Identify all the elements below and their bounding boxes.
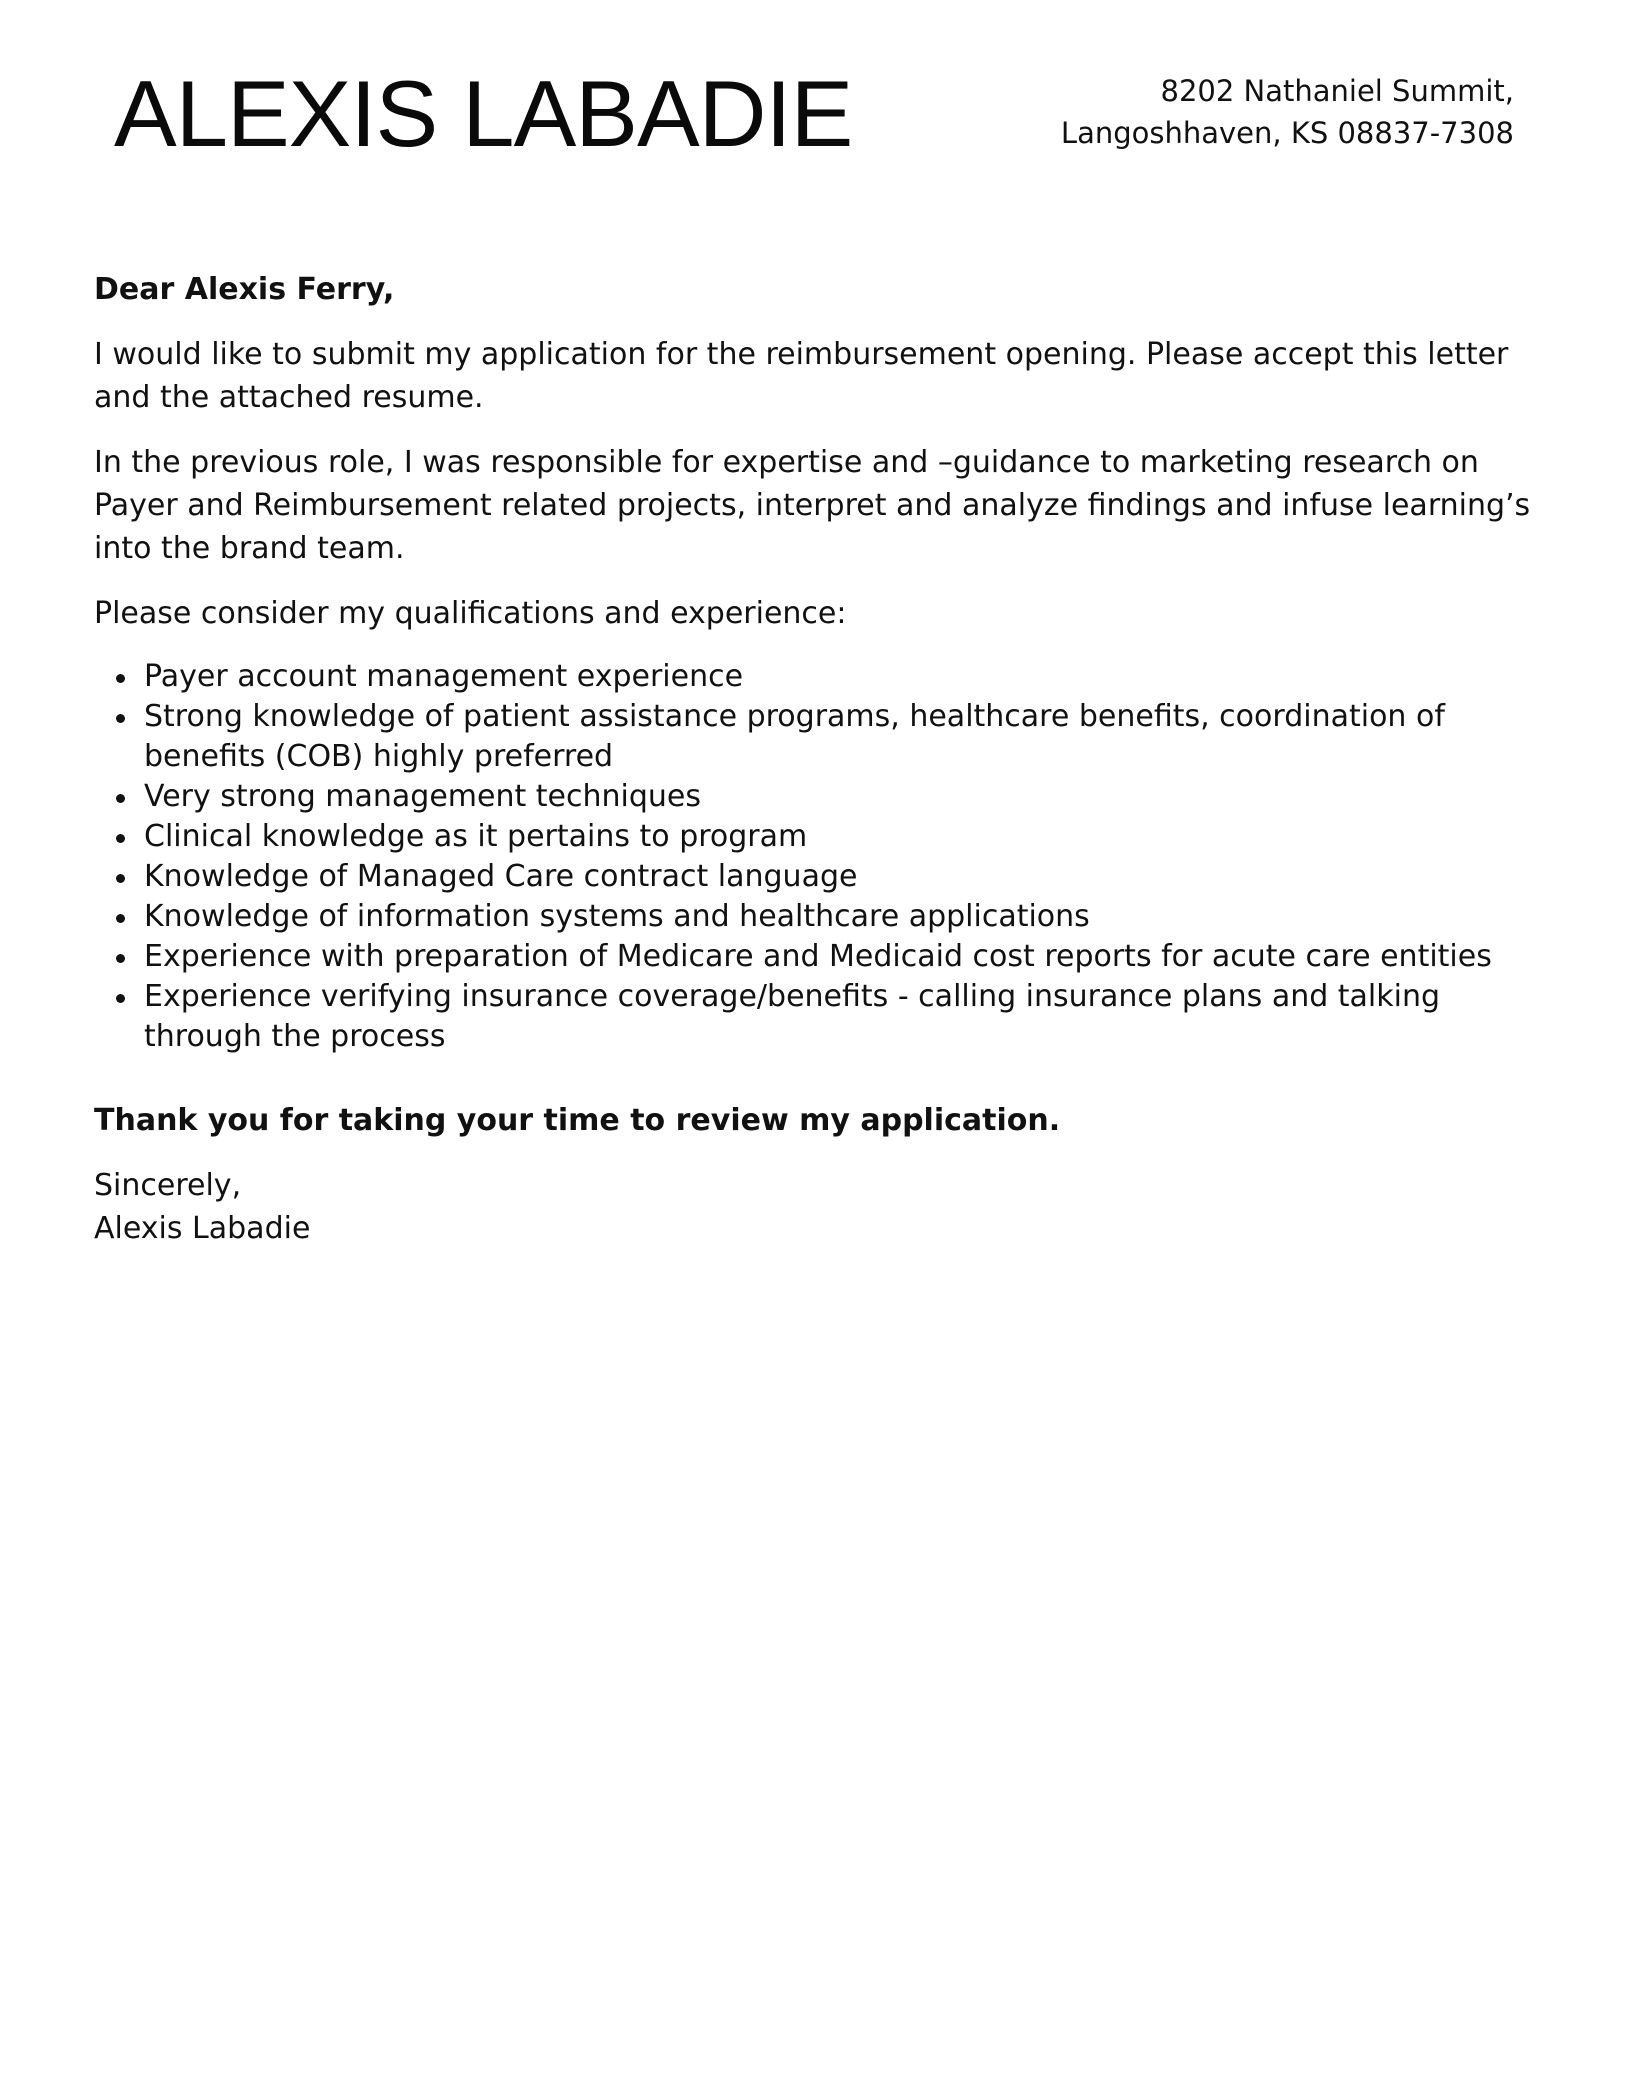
list-item: Experience with preparation of Medicare and Medicaid cost reports for acute care entities	[94, 937, 1538, 977]
signature: Alexis Labadie	[94, 1211, 311, 1246]
list-item: Strong knowledge of patient assistance programs, healthcare benefits, coordination of benefits (COB) highly preferred	[94, 697, 1538, 777]
qualifications-list	[94, 657, 1538, 1057]
thank-you-line: Thank you for taking your time to review my application.	[94, 1103, 1061, 1138]
intro-paragraph: I would like to submit my application for the reimbursement opening. Please accept this letter and the attached resume.	[94, 337, 1509, 415]
applicant-address	[1061, 70, 1514, 154]
list-item: Knowledge of information systems and healthcare applications	[94, 897, 1538, 937]
letter-body	[94, 268, 1538, 1250]
list-item: Knowledge of Managed Care contract language	[94, 857, 1538, 897]
address-line-1: 8202 Nathaniel Summit,	[1160, 74, 1514, 108]
closing: Sincerely,	[94, 1168, 242, 1203]
applicant-name: ALEXIS LABADIE	[114, 61, 853, 166]
experience-paragraph: In the previous role, I was responsible for expertise and –guidance to marketing research on Payer and Reimbursement related projects, interpret and analyze findings and infuse learning’s into the brand team.	[94, 445, 1531, 566]
address-line-2: Langoshhaven, KS 08837-7308	[1060, 116, 1514, 150]
list-item: Very strong management techniques	[94, 777, 1538, 817]
list-item: Payer account management experience	[94, 657, 1538, 697]
list-item: Experience verifying insurance coverage/benefits - calling insurance plans and talking through the process	[94, 977, 1538, 1057]
list-item: Clinical knowledge as it pertains to program	[94, 817, 1538, 857]
qualifications-intro: Please consider my qualifications and experience:	[94, 596, 847, 631]
salutation: Dear Alexis Ferry,	[94, 272, 395, 307]
